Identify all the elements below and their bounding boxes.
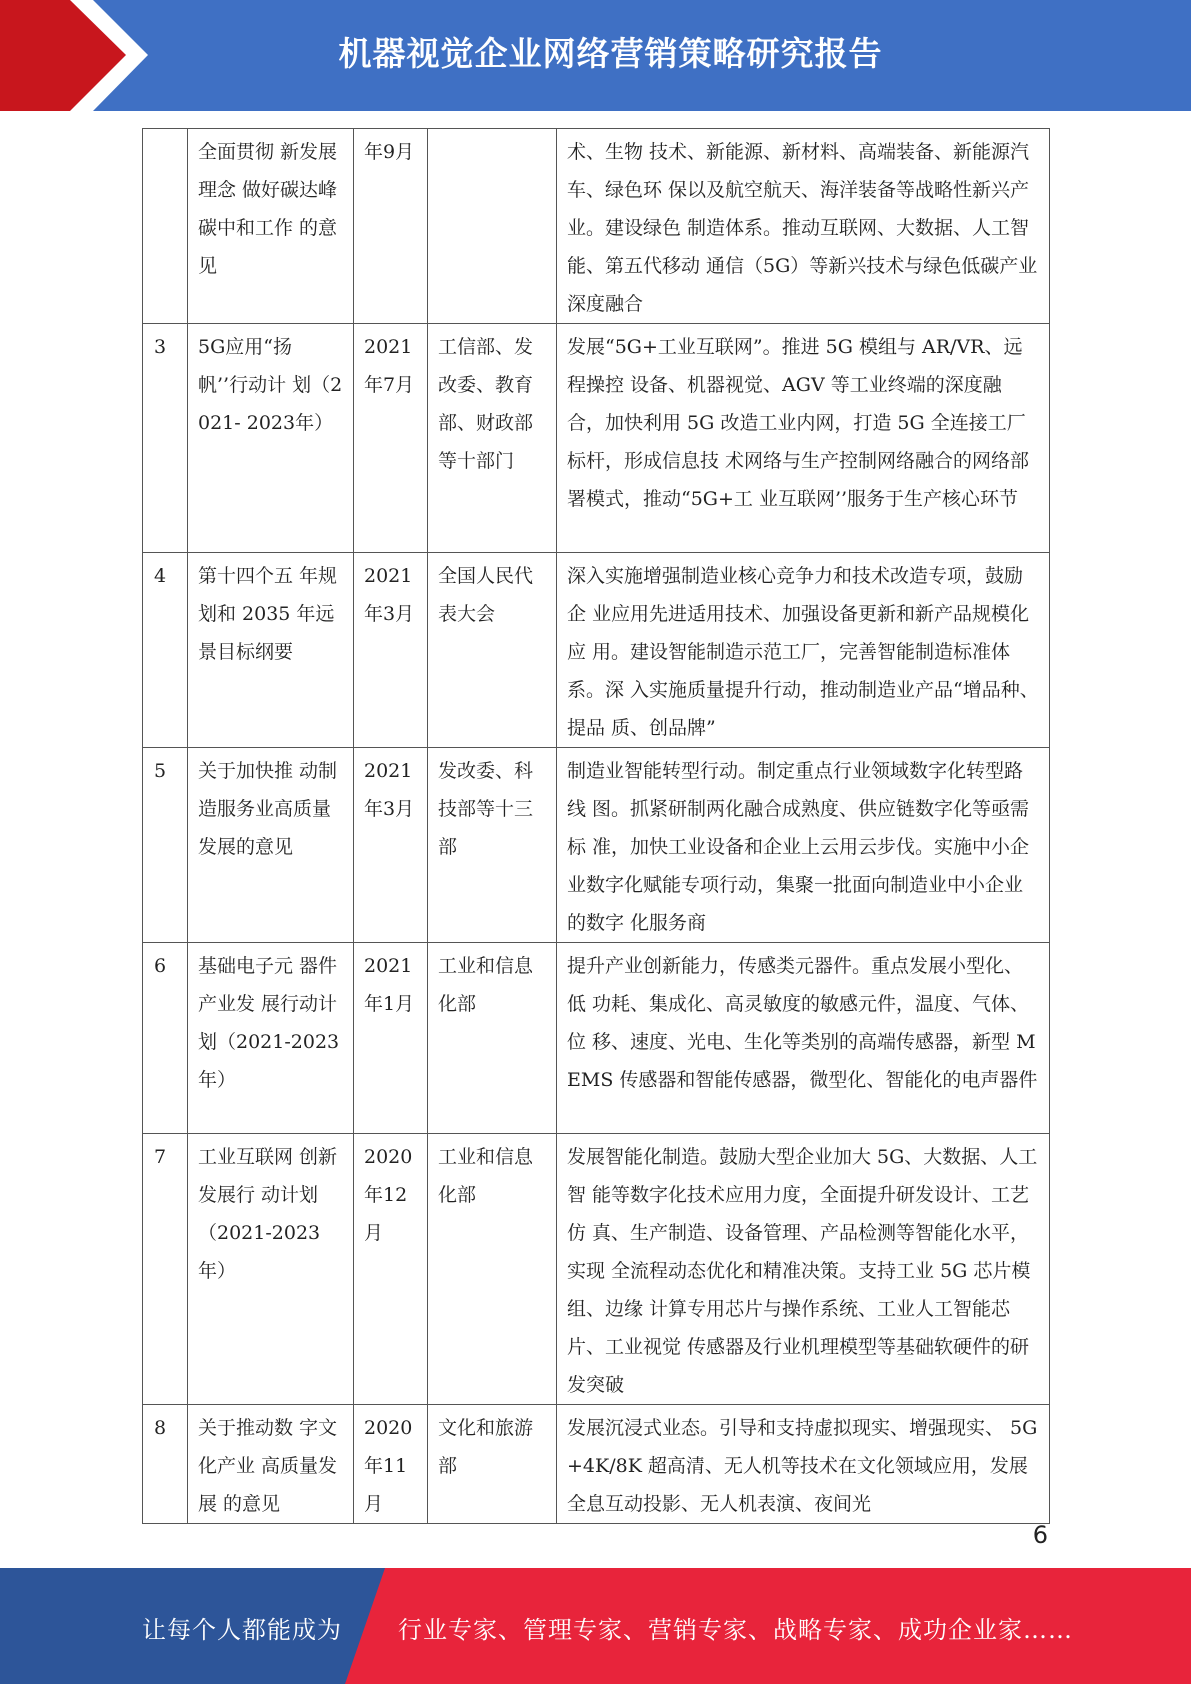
issue-date: 2021年3月 xyxy=(354,553,428,748)
row-number xyxy=(143,129,188,324)
policy-name: 关于加快推 动制造服务业高质量发展的意见 xyxy=(188,748,354,943)
policy-content: 提升产业创新能力，传感类元器件。重点发展小型化、低 功耗、集成化、高灵敏度的敏感元件，温度、气体、位 移、速度、光电、生化等类别的高端传感器，新型 MEMS 传感器和智能传感器，微型化、智能化的电声器件 xyxy=(557,943,1050,1134)
policy-name: 第十四个五 年规划和 2035 年远 景目标纲要 xyxy=(188,553,354,748)
policy-content: 术、生物 技术、新能源、新材料、高端装备、新能源汽车、绿色环 保以及航空航天、海洋装备等战略性新兴产业。建设绿色 制造体系。推动互联网、大数据、人工智能、第五代移动 通信（5G）等新兴技术与绿色低碳产业深度融合 xyxy=(557,129,1050,324)
page-number: 6 xyxy=(1032,1521,1048,1549)
issue-date: 2020年12月 xyxy=(354,1134,428,1405)
policy-content: 发展“5G+工业互联网”。推进 5G 模组与 AR/VR、远程操控 设备、机器视觉、AGV 等工业终端的深度融合，加快利用 5G 改造工业内网，打造 5G 全连接工厂标杆，形成信息技 术网络与生产控制网络融合的网络部署模式，推动“5G+工 业互联网’’服务于生产核心环节 xyxy=(557,324,1050,553)
issue-date: 年9月 xyxy=(354,129,428,324)
row-number: 4 xyxy=(143,553,188,748)
policy-content: 发展沉浸式业态。引导和支持虚拟现实、增强现实、 5G+4K/8K 超高清、无人机等技术在文化领域应用，发展 全息互动投影、无人机表演、夜间光 xyxy=(557,1405,1050,1524)
table-row xyxy=(143,1134,1050,1405)
issue-date: 2020年11月 xyxy=(354,1405,428,1524)
policy-content: 发展智能化制造。鼓励大型企业加大 5G、大数据、人工智 能等数字化技术应用力度，全面提升研发设计、工艺仿 真、生产制造、设备管理、产品检测等智能化水平，实现 全流程动态优化和精准决策。支持工业 5G 芯片模组、边缘 计算专用芯片与操作系统、工业人工智能芯片、工业视觉 传感器及行业机理模型等基础软硬件的研发突破 xyxy=(557,1134,1050,1405)
row-number: 6 xyxy=(143,943,188,1134)
table-row xyxy=(143,943,1050,1134)
policy-name: 5G应用“扬 帆’’行动计 划（2021- 2023年） xyxy=(188,324,354,553)
footer-slogan-right: 行业专家、管理专家、营销专家、战略专家、成功企业家…… xyxy=(398,1616,1073,1644)
page-header xyxy=(0,0,1191,111)
table-row xyxy=(143,1405,1050,1524)
row-number: 5 xyxy=(143,748,188,943)
issue-date: 2021年7月 xyxy=(354,324,428,553)
policy-content: 制造业智能转型行动。制定重点行业领域数字化转型路线 图。抓紧研制两化融合成熟度、供应链数字化等亟需标 准，加快工业设备和企业上云用云步伐。实施中小企业数字化赋能专项行动，集聚一批面向制造业中小企业的数字 化服务商 xyxy=(557,748,1050,943)
policy-table xyxy=(142,128,1050,1524)
footer-slogan-left: 让每个人都能成为 xyxy=(142,1616,342,1644)
issuing-body: 文化和旅游部 xyxy=(428,1405,557,1524)
policy-name: 关于推动数 字文化产业 高质量发展 的意见 xyxy=(188,1405,354,1524)
policy-content: 深入实施增强制造业核心竞争力和技术改造专项，鼓励企 业应用先进适用技术、加强设备更新和新产品规模化应 用。建设智能制造示范工厂，完善智能制造标准体系。深 入实施质量提升行动，推动制造业产品“增品种、提品 质、创品牌” xyxy=(557,553,1050,748)
table-row xyxy=(143,748,1050,943)
page-footer xyxy=(0,1568,1191,1684)
issuing-body: 全国人民代表大会 xyxy=(428,553,557,748)
table-row xyxy=(143,553,1050,748)
table-row xyxy=(143,129,1050,324)
issue-date: 2021年3月 xyxy=(354,748,428,943)
row-number: 7 xyxy=(143,1134,188,1405)
page-title: 机器视觉企业网络营销策略研究报告 xyxy=(338,34,883,73)
table-row xyxy=(143,324,1050,553)
issuing-body: 工信部、发改委、教育部、财政部等十部门 xyxy=(428,324,557,553)
issuing-body: 工业和信息化部 xyxy=(428,1134,557,1405)
issuing-body: 工业和信息化部 xyxy=(428,943,557,1134)
policy-name: 工业互联网 创新发展行 动计划（2021-2023年） xyxy=(188,1134,354,1405)
issuing-body: 发改委、科技部等十三部 xyxy=(428,748,557,943)
policy-name: 全面贯彻 新发展理念 做好碳达峰 碳中和工作 的意见 xyxy=(188,129,354,324)
policy-name: 基础电子元 器件产业发 展行动计划（2021-2023 年） xyxy=(188,943,354,1134)
row-number: 8 xyxy=(143,1405,188,1524)
row-number: 3 xyxy=(143,324,188,553)
issue-date: 2021年1月 xyxy=(354,943,428,1134)
issuing-body xyxy=(428,129,557,324)
